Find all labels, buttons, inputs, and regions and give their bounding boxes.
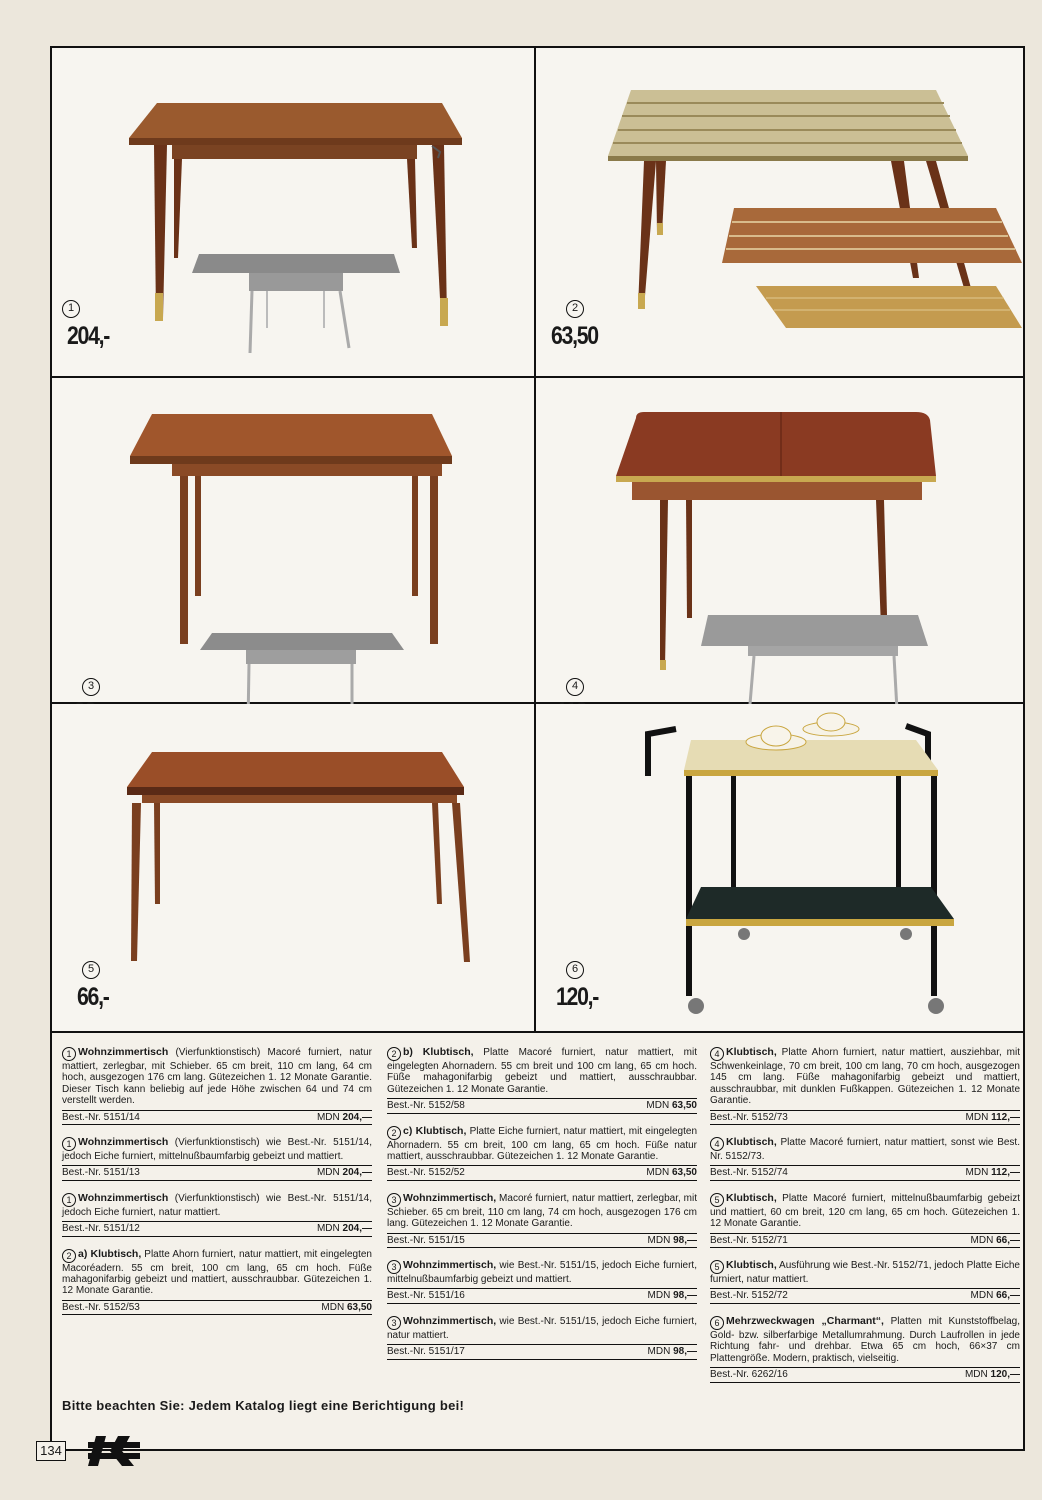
order-line [387,1344,697,1359]
product-entry [387,1126,697,1181]
currency: MDN [647,1290,671,1302]
order-price: 112,— [991,1167,1020,1179]
product-grid [52,48,1023,1033]
product-entry [710,1193,1020,1248]
entry-product-name: c) Klubtisch, [403,1124,467,1137]
order-number: Best.-Nr. 5152/73 [710,1111,788,1123]
order-price: 204,— [342,1111,372,1123]
product-entry [62,1249,372,1316]
product-number-badge: 5 [82,961,100,979]
order-number: Best.-Nr. 5152/53 [62,1301,140,1313]
order-price: 66,— [996,1234,1020,1246]
order-price: 66,— [996,1290,1020,1302]
entry-description: Platte Eiche furniert, natur mattiert, mit eingelegten Ahornadern. 55 cm breit, 100 cm lang, 65 cm hoch. Füße natur mattiert, ausschraubbar. Gütezeichen 1. 12 Monate Garantie. [387,1125,698,1163]
entry-product-name: Klubtisch, [726,1191,777,1204]
product-entry [710,1047,1020,1125]
order-line [62,1110,372,1125]
entry-product-name: b) Klubtisch, [403,1046,474,1058]
order-line [710,1165,1020,1180]
club-table-illustration [52,704,534,1031]
product-entry [62,1193,372,1237]
entry-description: Platte Macoré furniert, natur mattiert, sonst wie Best. Nr. 5152/73. [710,1137,1020,1163]
currency: MDN [647,1346,671,1358]
order-price: 63,50 [671,1167,697,1179]
order-line [62,1221,372,1236]
entry-product-name: Wohnzimmertisch [78,1191,169,1204]
product-entry [387,1193,697,1248]
product-entry [62,1137,372,1181]
entry-number-badge: 2 [387,1126,401,1140]
order-line [387,1165,697,1180]
order-price: 98,— [673,1290,697,1302]
order-price: 112,— [991,1111,1020,1123]
product-number-badge: 2 [566,300,584,318]
order-line [710,1367,1020,1382]
product-number-badge: 4 [566,678,584,696]
order-number: Best.-Nr. 5152/72 [710,1290,788,1302]
entry-product-name: Klubtisch, [726,1136,777,1149]
entry-product-name: Wohnzimmertisch, [403,1191,497,1204]
order-line [710,1288,1020,1303]
product-price: 120,- [556,983,599,1011]
entry-product-name: Wohnzimmertisch [78,1046,169,1058]
entry-product-name: Klubtisch, [726,1259,777,1272]
entry-number-badge: 3 [387,1193,401,1207]
description-column-1 [62,1047,372,1327]
dining-table-illustration [52,378,534,702]
entry-description: wie Best.-Nr. 5151/15, jedoch Eiche furniert, mittelnußbaumfarbig gebeizt und mattiert. [387,1260,697,1286]
order-number: Best.-Nr. 5151/16 [387,1290,465,1302]
order-number: Best.-Nr. 5151/13 [62,1167,140,1179]
entry-description: (Vierfunktionstisch) wie Best.-Nr. 5151/14, jedoch Eiche furniert, natur mattiert. [62,1192,372,1218]
product-cell-4 [536,378,1023,704]
catalog-page [50,46,1025,1451]
entry-description: (Vierfunktionstisch) wie Best.-Nr. 5151/14, jedoch Eiche furniert, mittelnußbaumfarbig gebeizt und mattiert. [62,1137,372,1163]
product-price: 204,- [67,322,110,350]
currency: MDN [321,1301,345,1313]
order-line [62,1165,372,1180]
entry-description: Platte Macoré furniert, mittelnußbaumfarbig gebeizt und mattiert, 60 cm breit, 120 cm lang, 65 cm hoch. Gütezeichen 1. 12 Monate Garantie. [710,1192,1020,1230]
product-number-badge: 6 [566,961,584,979]
order-number: Best.-Nr. 5151/12 [62,1223,140,1235]
currency: MDN [646,1167,670,1179]
page-number: 134 [36,1441,66,1461]
entry-number-badge: 1 [62,1047,76,1061]
order-price: 63,50 [671,1100,697,1112]
order-line [710,1233,1020,1248]
description-column-3 [710,1047,1020,1395]
entry-number-badge: 3 [387,1316,401,1330]
entry-product-name: a) Klubtisch, [78,1247,142,1260]
entry-product-name: Mehrzweckwagen „Charmant“, [726,1314,884,1327]
catalog-notice: Bitte beachten Sie: Jedem Katalog liegt eine Berichtigung bei! [62,1398,465,1413]
currency: MDN [316,1111,340,1123]
product-entry [710,1316,1020,1383]
order-number: Best.-Nr. 5151/14 [62,1111,140,1123]
order-number: Best.-Nr. 5152/58 [387,1100,465,1112]
order-number: Best.-Nr. 5152/52 [387,1167,465,1179]
entry-number-badge: 5 [710,1193,724,1207]
entry-number-badge: 2 [62,1249,76,1263]
product-number-badge: 1 [62,300,80,318]
entry-number-badge: 5 [710,1260,724,1274]
order-price: 204,— [342,1223,372,1235]
currency: MDN [316,1223,340,1235]
order-number: Best.-Nr. 5151/17 [387,1346,465,1358]
serving-cart-illustration [536,704,1023,1031]
entry-number-badge: 3 [387,1260,401,1274]
entry-product-name: Klubtisch, [726,1046,777,1058]
order-price: 98,— [673,1346,697,1358]
entry-description: Platte Macoré furniert, natur mattiert, mit eingelegten Ahornadern. 55 cm breit und 100 cm lang, 65 cm hoch. Füße mahagonifarbig gebeizt und mattiert, ausschraubbar. Gütezeichen 1. 12 Monate Garantie. [387,1047,697,1095]
currency: MDN [965,1167,989,1179]
description-column-2 [387,1047,697,1372]
entry-description: Platten mit Kunststoffbelag, Gold- bzw. silberfarbige Metallumrahmung. Durch Laufrollen in jede Richtung fahr- und drehbar. Etwa 65 cm hoch, 66×37 cm Plattengröße. Modern, praktisch, vielseitig. [710,1315,1020,1364]
entry-description: wie Best.-Nr. 5151/15, jedoch Eiche furniert, natur mattiert. [387,1315,697,1341]
order-number: Best.-Nr. 5152/71 [710,1234,788,1246]
order-line [62,1300,372,1315]
product-number-badge: 3 [82,678,100,696]
entry-description: Platte Ahorn furniert, natur mattiert, mit eingelegten Macoréadern. 55 cm breit, 100 cm lang, 65 cm hoch. Füße mahagonifarbig gebeizt und mattiert, ausschraubbar. Gütezeichen 1. 12 Monate Garantie. [62,1248,372,1297]
order-price: 98,— [673,1234,697,1246]
order-number: Best.-Nr. 5151/15 [387,1234,465,1246]
currency: MDN [647,1234,671,1246]
product-entry [710,1137,1020,1181]
currency: MDN [970,1290,994,1302]
product-price: 66,- [77,983,109,1011]
order-line [387,1288,697,1303]
order-line [387,1098,697,1113]
product-entry [387,1047,697,1114]
entry-product-name: Wohnzimmertisch, [403,1259,497,1272]
product-cell-1 [52,48,536,378]
extendable-club-table-illustration [536,378,1023,702]
order-price: 63,50 [346,1301,372,1313]
product-price: 63,50 [551,322,598,350]
entry-number-badge: 1 [62,1193,76,1207]
order-line [387,1233,697,1248]
product-entry [62,1047,372,1125]
entry-description: Platte Ahorn furniert, natur mattiert, ausziehbar, mit Schwenkeinlage, 70 cm breit, 100 cm lang, 70 cm hoch, ausgezogen 145 cm lang. Füße mahagonifarbig gebeizt und mattiert, ausschraubbar, mit dunklen Fußkappen. Gütezeichen 1. 12 Monate Garantie. [710,1047,1020,1107]
order-price: 120,— [990,1369,1020,1381]
order-line [710,1110,1020,1125]
entry-description: Macoré furniert, natur mattiert, zerlegbar, mit Schieber. 65 cm breit, 110 cm lang, 74 cm hoch, ausgezogen 176 cm lang. Gütezeichen 1. 12 Monate Garantie. [387,1192,697,1230]
entry-number-badge: 6 [710,1316,724,1330]
product-entry [387,1316,697,1360]
entry-number-badge: 4 [710,1137,724,1151]
extendable-table-illustration [52,48,534,376]
currency: MDN [964,1369,988,1381]
coffee-table-illustration [536,48,1023,376]
currency: MDN [970,1234,994,1246]
entry-product-name: Wohnzimmertisch [78,1136,169,1149]
product-entry [387,1260,697,1304]
product-cell-5 [52,704,536,1033]
currency: MDN [646,1100,670,1112]
entry-number-badge: 2 [387,1047,401,1061]
entry-description: Ausführung wie Best.-Nr. 5152/71, jedoch Platte Eiche furniert, natur mattiert. [710,1260,1020,1286]
product-descriptions [52,1035,1023,1449]
entry-product-name: Wohnzimmertisch, [403,1314,497,1327]
entry-number-badge: 4 [710,1047,724,1061]
currency: MDN [316,1167,340,1179]
product-entry [710,1260,1020,1304]
brand-logo-icon [88,1436,140,1466]
order-number: Best.-Nr. 6262/16 [710,1369,788,1381]
product-cell-6 [536,704,1023,1033]
order-price: 204,— [342,1167,372,1179]
product-cell-2 [536,48,1023,378]
order-number: Best.-Nr. 5152/74 [710,1167,788,1179]
entry-description: (Vierfunktionstisch) Macoré furniert, natur mattiert, zerlegbar, mit Schieber. 65 cm breit, 110 cm lang, 64 cm hoch, ausgezogen 176 cm lang. Gütezeichen 1. 12 Monate Garantie. Dieser Tisch kann beliebig auf jede Höhe zwischen 64 und 74 cm verstellt werden. [62,1047,372,1107]
currency: MDN [965,1111,989,1123]
entry-number-badge: 1 [62,1137,76,1151]
product-cell-3 [52,378,536,704]
